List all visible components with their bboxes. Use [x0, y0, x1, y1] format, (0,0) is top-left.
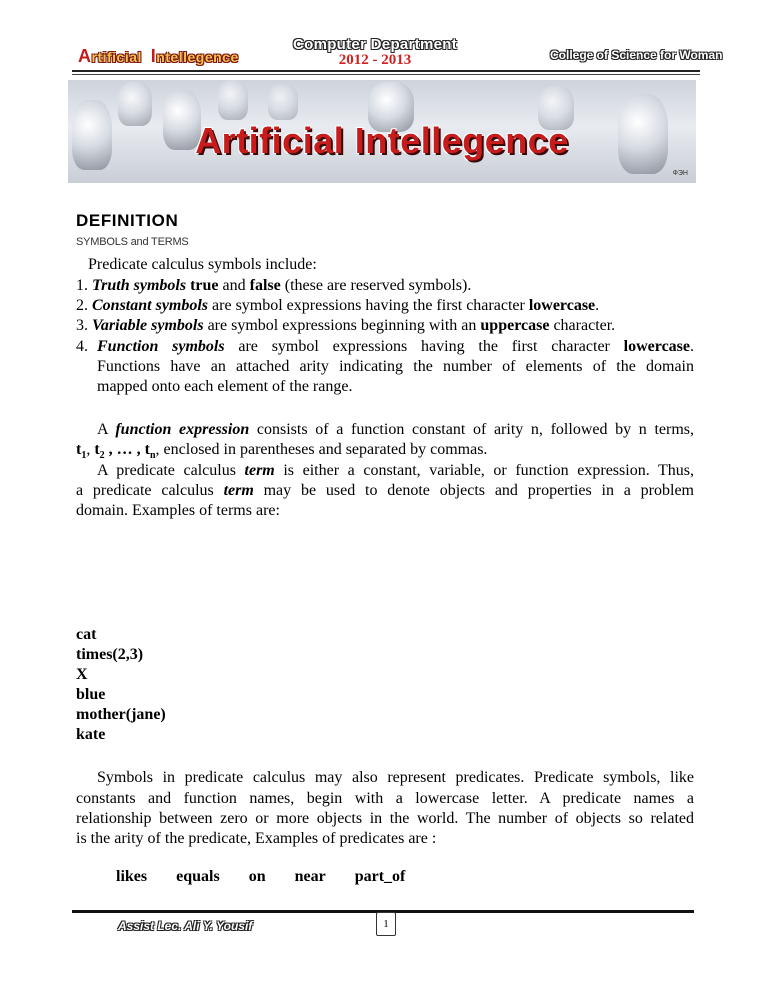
- list-text: character.: [549, 317, 616, 334]
- header-department: Computer Department: [292, 36, 458, 53]
- list-keyword: uppercase: [480, 317, 550, 334]
- para-text: ,: [86, 441, 95, 458]
- para-text: is either a constant, variable, or function expression. Thus,: [274, 462, 695, 479]
- page-number: 1: [376, 912, 396, 936]
- para-text: A: [97, 421, 116, 438]
- list-number: 2.: [76, 297, 88, 314]
- predicate-example: on: [248, 868, 266, 885]
- header-course-title: [78, 46, 239, 67]
- predicate-paragraph-line2: constants and function names, begin with a lowercase letter. A predicate names a: [76, 790, 694, 807]
- list-item-1: [76, 276, 471, 296]
- para-term: function expression: [115, 421, 250, 438]
- header-college: College of Science for Woman: [550, 48, 723, 62]
- term-t2: t: [94, 441, 100, 458]
- terms-examples: [76, 625, 166, 745]
- para-text: may be used to denote objects and properties in a problem: [253, 482, 694, 499]
- list-item-2: [76, 296, 599, 316]
- list-keyword: lowercase: [623, 338, 690, 355]
- robot-figure-icon: [218, 80, 248, 120]
- predicate-example: part_of: [354, 868, 406, 885]
- subscript: 2: [99, 450, 105, 462]
- header-center: [290, 36, 460, 69]
- term-example: times(2,3): [76, 646, 144, 663]
- list-text: .: [595, 297, 600, 314]
- banner-title: Artificial Intellegence: [195, 120, 569, 161]
- para-term: term: [223, 482, 254, 499]
- list-text: are symbol expressions having the first character: [224, 338, 624, 355]
- header-year: 2012 - 2013: [338, 52, 412, 68]
- footer-author: Assist Lec. Ali Y. Yousif: [118, 919, 253, 933]
- header-divider-thin: [72, 74, 700, 75]
- term-example: mother(jane): [76, 706, 166, 723]
- list-term: Truth symbols: [92, 277, 187, 294]
- function-expression-paragraph: [97, 420, 694, 440]
- predicate-example: equals: [176, 868, 220, 885]
- list-keyword: false: [249, 277, 281, 294]
- list-item-4-line3: mapped onto each element of the range.: [97, 378, 353, 395]
- term-paragraph-line3: domain. Examples of terms are:: [76, 502, 280, 519]
- para-term: term: [244, 462, 275, 479]
- para-text: a predicate calculus: [76, 482, 224, 499]
- term-example: X: [76, 666, 88, 683]
- predicate-examples: [116, 868, 430, 886]
- term-tn: t: [144, 441, 150, 458]
- predicate-paragraph-line3: relationship between zero or more objects in the world. The number of objects so related: [76, 810, 694, 827]
- predicate-paragraph-line4: is the arity of the predicate, Examples of predicates are :: [76, 830, 437, 847]
- subscript: 1: [81, 450, 87, 462]
- para-text: , … ,: [104, 441, 145, 458]
- list-term: Variable symbols: [92, 317, 204, 334]
- predicate-example: near: [294, 868, 326, 885]
- header-word-ntellegence: ntellegence: [156, 49, 239, 65]
- list-number: 1.: [76, 277, 88, 294]
- list-item-4: [97, 337, 694, 357]
- term-example: cat: [76, 626, 97, 643]
- robot-figure-icon: [268, 84, 298, 120]
- subscript: n: [149, 450, 156, 462]
- para-text: , enclosed in parentheses and separated by commas.: [155, 441, 488, 458]
- header-cap-i: I: [150, 46, 157, 66]
- header-divider: [72, 70, 700, 72]
- section-heading: DEFINITION: [76, 211, 179, 230]
- para-text: consists of a function constant of arity n, followed by n terms,: [249, 421, 695, 438]
- intro-text: Predicate calculus symbols include:: [88, 256, 317, 273]
- list-text: and: [218, 277, 250, 294]
- list-item-4-line2: Functions have an attached arity indicating the number of elements of the domain: [97, 358, 694, 375]
- header-cap-a: A: [78, 46, 92, 66]
- list-term: Function symbols: [97, 338, 225, 355]
- list-item-4-number: 4.: [76, 338, 88, 355]
- banner-image: [68, 80, 696, 183]
- term-paragraph-line2: [76, 481, 694, 501]
- list-text: are symbol expressions having the first character: [208, 297, 529, 314]
- list-number: 3.: [76, 317, 88, 334]
- predicate-example: likes: [116, 868, 148, 885]
- list-text: (these are reserved symbols).: [280, 277, 472, 294]
- list-term: Constant symbols: [92, 297, 209, 314]
- para-text: A predicate calculus: [97, 462, 245, 479]
- list-text: are symbol expressions beginning with an: [203, 317, 481, 334]
- banner-tag: ФЭН: [672, 170, 688, 177]
- term-example: kate: [76, 726, 106, 743]
- list-item-3: [76, 316, 615, 336]
- term-paragraph-line1: [97, 461, 694, 481]
- header-word-rtificial: rtificial: [91, 49, 142, 65]
- list-keyword: true: [190, 277, 219, 294]
- term-example: blue: [76, 686, 106, 703]
- term-t1: t: [76, 441, 82, 458]
- section-subheading: SYMBOLS and TERMS: [76, 236, 189, 248]
- list-text: .: [690, 338, 694, 355]
- list-keyword: lowercase: [528, 297, 596, 314]
- predicate-paragraph-line1: Symbols in predicate calculus may also represent predicates. Predicate symbols, like: [97, 769, 694, 786]
